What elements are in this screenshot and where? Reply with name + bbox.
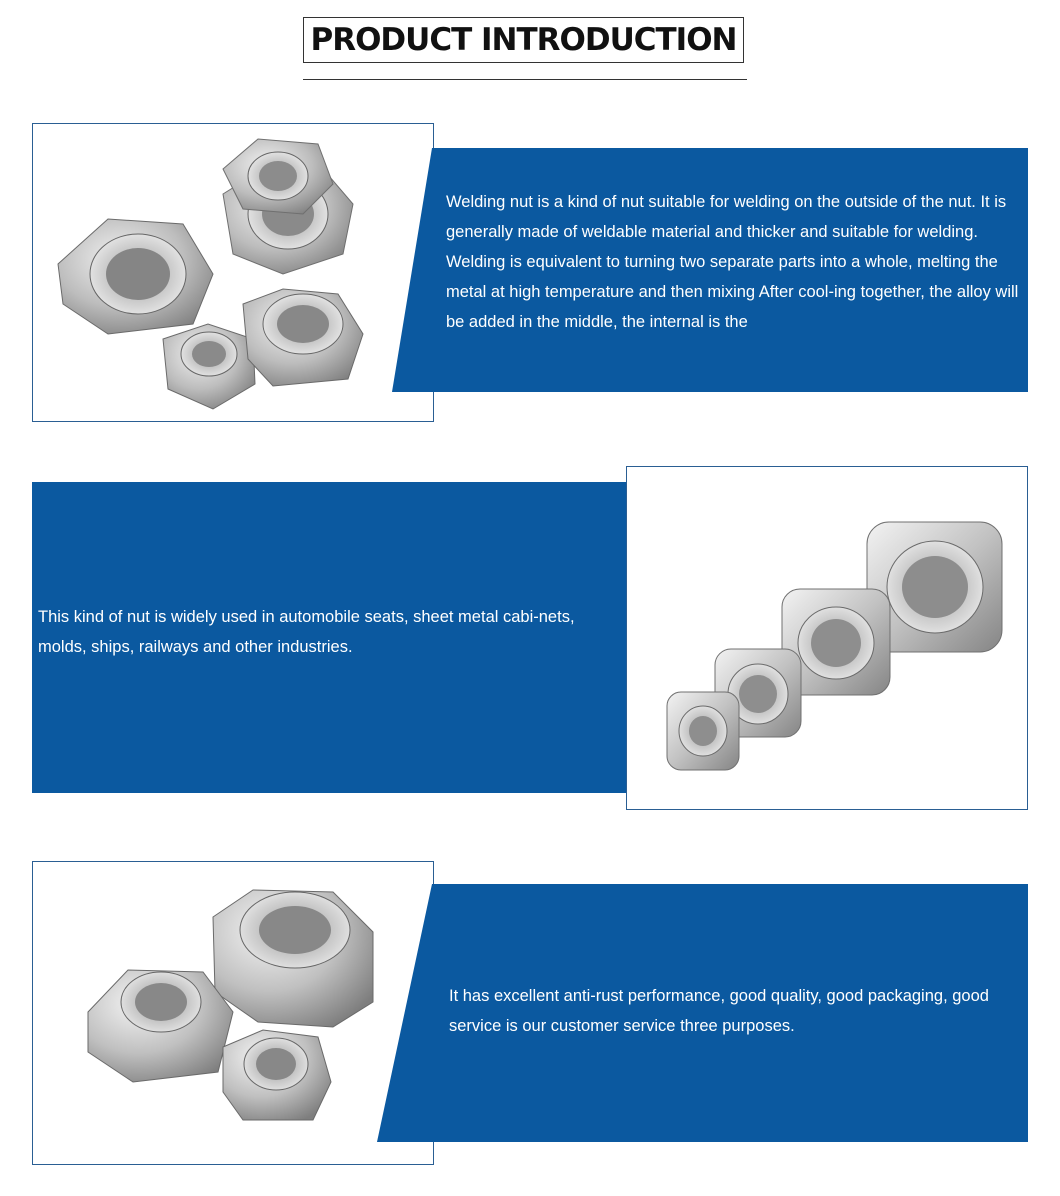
nut-medium [88, 970, 233, 1082]
product-photo-3 [32, 861, 434, 1165]
description-text-3: It has excellent anti-rust performance, good quality, good packaging, good service is our customer service three purposes. [449, 987, 989, 1035]
section-title-box [303, 17, 744, 63]
weld-nuts-image-2 [627, 467, 1027, 809]
weld-nuts-image-3 [33, 862, 433, 1164]
section-title: PRODUCT INTRODUCTION [310, 22, 737, 58]
nut-small [223, 1030, 331, 1120]
nut-large [58, 219, 213, 334]
title-underline [303, 79, 747, 80]
description-text-1: Welding nut is a kind of nut suitable for welding on the outside of the nut. It is generally made of weldable material and thicker and suitable for welding. Welding is equivalent to turning two separate parts into a whole, melting the metal at high temperature and then mixing After cool-ing together, the alloy will be added in the middle, the internal is the [446, 193, 1019, 331]
nut-small [163, 324, 255, 409]
nut-large [213, 890, 373, 1027]
weld-nuts-image-1 [33, 124, 433, 421]
product-photo-2 [626, 466, 1028, 810]
nut-small [667, 692, 739, 770]
description-text-2: This kind of nut is widely used in automobile seats, sheet metal cabi-nets, molds, ships, railways and other industries. [38, 608, 575, 656]
product-photo-1 [32, 123, 434, 422]
nut-right [243, 289, 363, 386]
